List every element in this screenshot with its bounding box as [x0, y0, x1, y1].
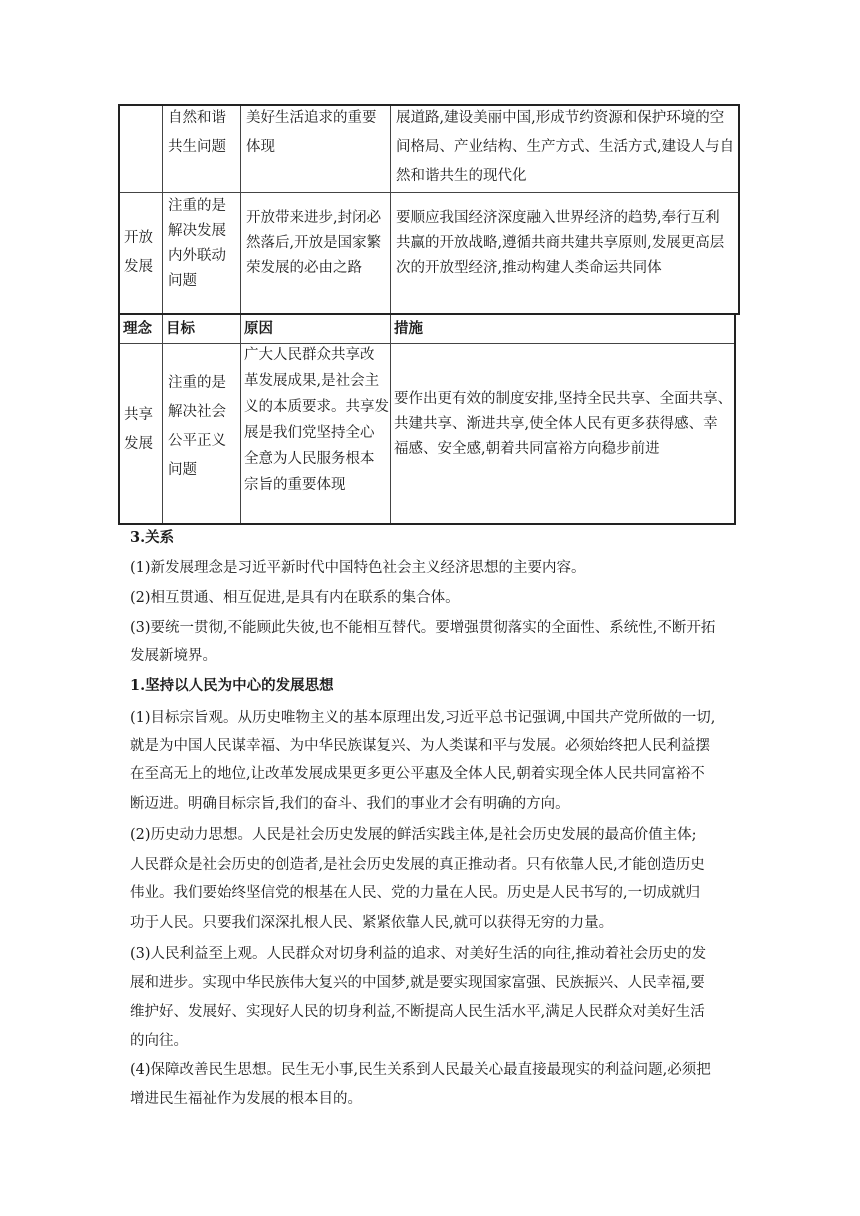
header-measure: 措施 — [394, 320, 423, 337]
paragraph-3-line-3: 维护好、发展好、实现好人民的切身利益,不断提高人民生活水平,满足人民群众对美好生活 — [130, 1004, 705, 1020]
section-3-item-1: (1)新发展理念是习近平新时代中国特色社会主义经济思想的主要内容。 — [130, 560, 586, 576]
cell-harmony-measure: 展道路,建设美丽中国,形成节约资源和保护环境的空 间格局、产业结构、生产方式、生活方式,建设人与自 然和谐共生的现代化 — [396, 110, 735, 184]
cell-share-reason: 广大人民群众共享改 革发展成果,是社会主 义的本质要求。共享发 展是我们党坚持全心 全意为人民服务根本 宗旨的重要体现 — [244, 347, 389, 493]
cell-share-measure: 要作出更有效的制度安排,坚持全民共享、全面共享、 共建共享、渐进共享,使全体人民有更多获得感、幸 福感、安全感,朝着共同富裕方向稳步前进 — [394, 391, 733, 457]
paragraph-4-line-1: (4)保障改善民生思想。民生无小事,民生关系到人民最关心最直接最现实的利益问题,必须把 — [130, 1062, 711, 1078]
cell-open-measure: 要顺应我国经济深度融入世界经济的趋势,奉行互利 共赢的开放战略,遵循共商共建共享原则,发展更高层 次的开放型经济,推动构建人类命运共同体 — [396, 210, 725, 276]
paragraph-1-line-2: 就是为中国人民谋幸福、为中华民族谋复兴、为人类谋和平与发展。必须始终把人民利益摆 — [130, 738, 710, 754]
paragraph-3-line-1: (3)人民利益至上观。人民群众对切身利益的追求、对美好生活的向往,推动着社会历史的发 — [130, 946, 707, 962]
paragraph-4-line-2: 增进民生福祉作为发展的根本目的。 — [130, 1091, 362, 1107]
table-continued — [118, 104, 740, 315]
cell-share-concept: 共享 发展 — [124, 407, 153, 452]
paragraph-2-line-1: (2)历史动力思想。人民是社会历史发展的鲜活实践主体,是社会历史发展的最高价值主体; — [130, 827, 697, 843]
table-header-share — [118, 313, 736, 525]
section-3-item-3-cont: 发展新境界。 — [130, 648, 217, 664]
section-1-heading: 1.坚持以人民为中心的发展思想 — [130, 677, 334, 694]
section-3-item-3: (3)要统一贯彻,不能顾此失彼,也不能相互替代。要增强贯彻落实的全面性、系统性,不断开拓 — [130, 620, 716, 636]
header-concept: 理念 — [123, 320, 152, 337]
paragraph-2-line-3: 伟业。我们要始终坚信党的根基在人民、党的力量在人民。历史是人民书写的,一切成就归 — [130, 885, 701, 901]
paragraph-1-line-1: (1)目标宗旨观。从历史唯物主义的基本原理出发,习近平总书记强调,中国共产党所做的一切, — [130, 710, 716, 726]
paragraph-2-line-2: 人民群众是社会历史的创造者,是社会历史发展的真正推动者。只有依靠人民,才能创造历史 — [130, 857, 705, 873]
header-goal: 目标 — [166, 320, 195, 337]
paragraph-1-line-3: 在至高无上的地位,让改革发展成果更多更公平惠及全体人民,朝着实现全体人民共同富裕不 — [130, 766, 705, 782]
section-3-heading: 3.关系 — [130, 529, 175, 546]
paragraph-3-line-4: 的向往。 — [130, 1033, 188, 1049]
header-reason: 原因 — [244, 320, 273, 337]
paragraph-3-line-2: 展和进步。实现中华民族伟大复兴的中国梦,就是要实现国家富强、民族振兴、人民幸福,要 — [130, 975, 705, 991]
cell-open-concept: 开放 发展 — [124, 230, 153, 275]
section-3-item-2: (2)相互贯通、相互促进,是具有内在联系的集合体。 — [130, 590, 460, 606]
cell-harmony-reason: 美好生活追求的重要 体现 — [246, 110, 377, 155]
cell-share-goal: 注重的是 解决社会 公平正义 问题 — [168, 375, 226, 478]
cell-open-goal: 注重的是 解决发展 内外联动 问题 — [168, 198, 226, 289]
cell-open-reason: 开放带来进步,封闭必 然落后,开放是国家繁 荣发展的必由之路 — [246, 210, 382, 276]
paragraph-2-line-4: 功于人民。只要我们深深扎根人民、紧紧依靠人民,就可以获得无穷的力量。 — [130, 915, 614, 931]
paragraph-1-line-4: 断迈进。明确目标宗旨,我们的奋斗、我们的事业才会有明确的方向。 — [130, 796, 570, 812]
cell-harmony-goal: 自然和谐 共生问题 — [168, 110, 226, 155]
